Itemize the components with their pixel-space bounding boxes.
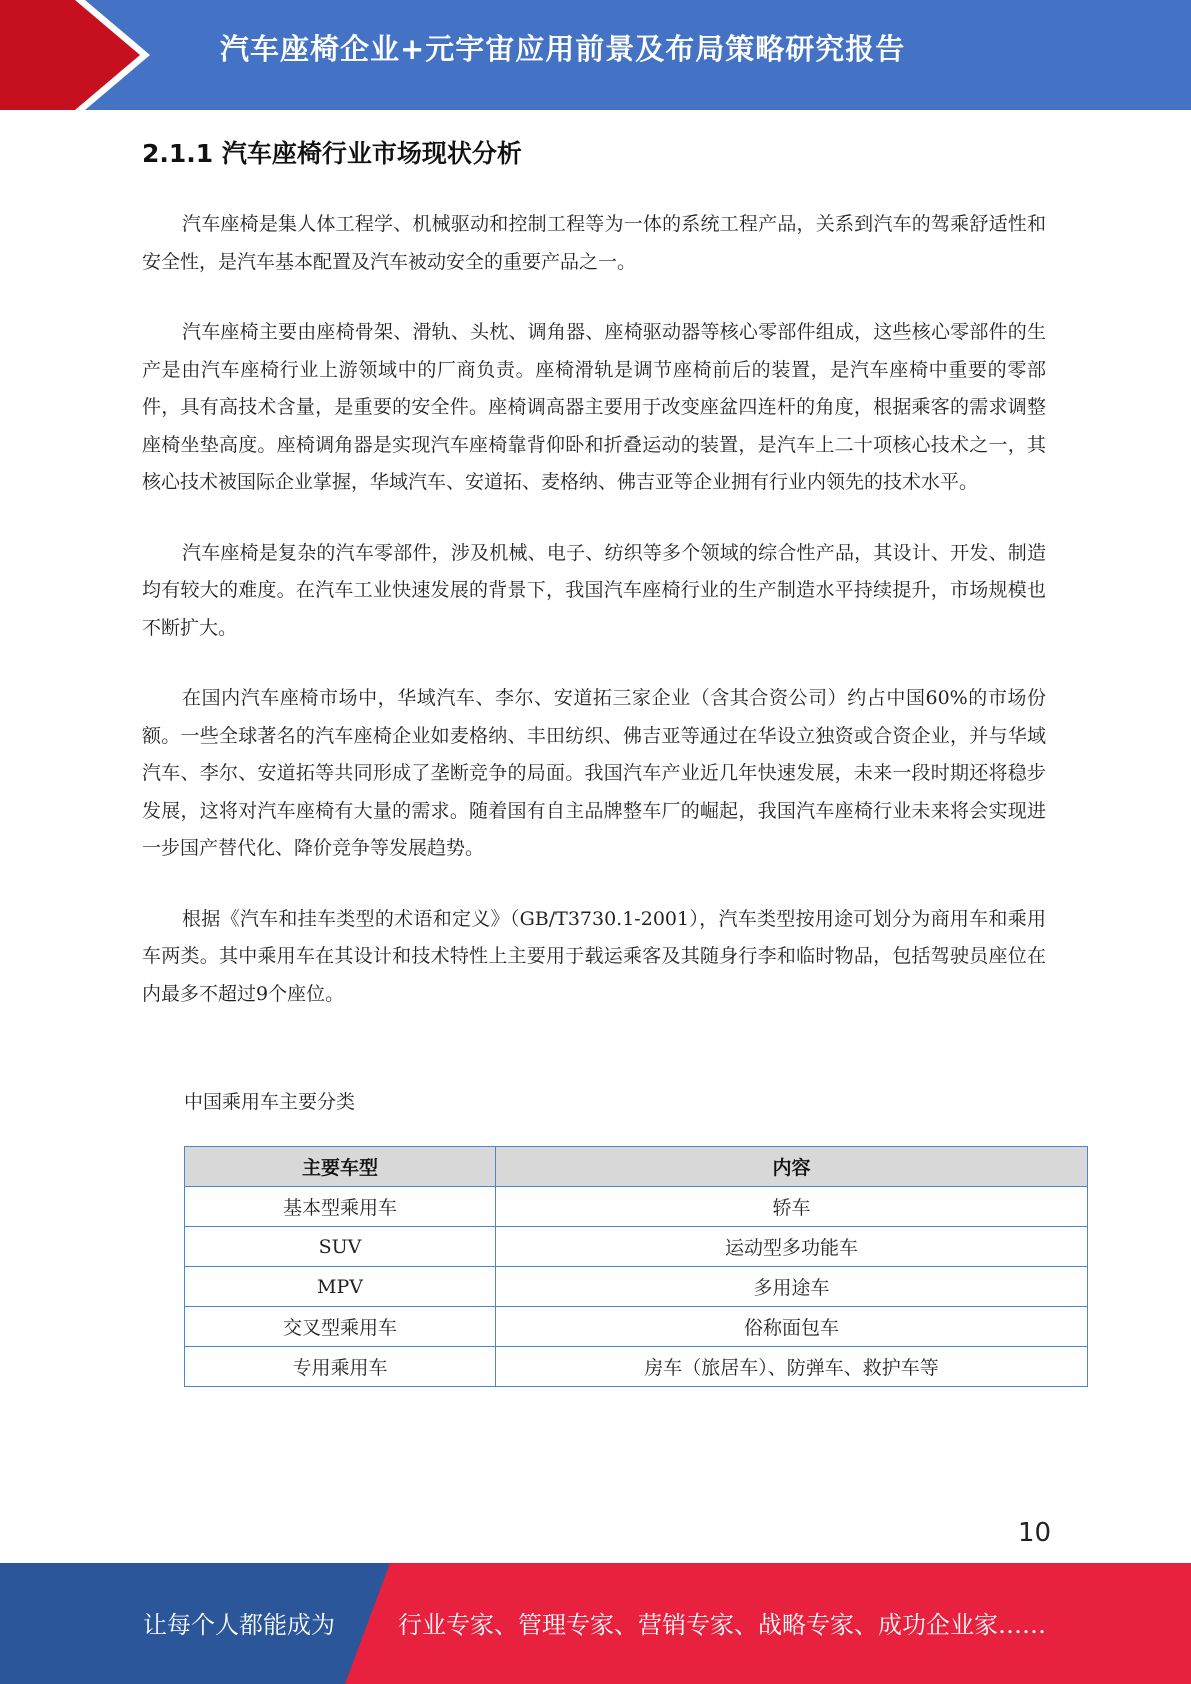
page-footer [0, 1563, 1191, 1684]
cell-content: 房车（旅居车）、防弹车、救护车等 [496, 1347, 1088, 1387]
cell-type: 基本型乘用车 [185, 1187, 496, 1227]
table-row [185, 1347, 1088, 1387]
cell-content: 俗称面包车 [496, 1307, 1088, 1347]
table-row [185, 1267, 1088, 1307]
column-header-type: 主要车型 [185, 1147, 496, 1187]
paragraph-3: 汽车座椅是复杂的汽车零部件，涉及机械、电子、纺织等多个领域的综合性产品，其设计、开发、制造均有较大的难度。在汽车工业快速发展的背景下，我国汽车座椅行业的生产制造水平持续提升，市场规模也不断扩大。 [142, 541, 1046, 639]
table-row [185, 1307, 1088, 1347]
paragraph-2: 汽车座椅主要由座椅骨架、滑轨、头枕、调角器、座椅驱动器等核心零部件组成，这些核心零部件的生产是由汽车座椅行业上游领域中的厂商负责。座椅滑轨是调节座椅前后的装置，是汽车座椅中重要的零部件，具有高技术含量，是重要的安全件。座椅调高器主要用于改变座盆四连杆的角度，根据乘客的需求调整座椅坐垫高度。座椅调角器是实现汽车座椅靠背仰卧和折叠运动的装置，是汽车上二十项核心技术之一，其核心技术被国际企业掌握，华域汽车、安道拓、麦格纳、佛吉亚等企业拥有行业内领先的技术水平。 [142, 321, 1046, 493]
footer-slogan-left: 让每个人都能成为 [143, 1611, 335, 1639]
vehicle-classification-table [184, 1146, 1088, 1387]
header-red-arrow-icon [0, 0, 140, 110]
cell-content: 运动型多功能车 [496, 1227, 1088, 1267]
column-header-content: 内容 [496, 1147, 1088, 1187]
cell-content: 多用途车 [496, 1267, 1088, 1307]
page-header [0, 0, 1191, 110]
paragraph-1: 汽车座椅是集人体工程学、机械驱动和控制工程等为一体的系统工程产品，关系到汽车的驾乘舒适性和安全性，是汽车基本配置及汽车被动安全的重要产品之一。 [142, 213, 1046, 273]
cell-type: SUV [185, 1227, 496, 1267]
cell-content: 轿车 [496, 1187, 1088, 1227]
body-text [142, 206, 1046, 1046]
page-number: 10 [1018, 1518, 1052, 1548]
table-row [185, 1187, 1088, 1227]
table-header-row [185, 1147, 1088, 1187]
report-title: 汽车座椅企业+元宇宙应用前景及布局策略研究报告 [220, 32, 906, 66]
cell-type: 交叉型乘用车 [185, 1307, 496, 1347]
paragraph-4: 在国内汽车座椅市场中，华域汽车、李尔、安道拓三家企业（含其合资公司）约占中国60%的市场份额。一些全球著名的汽车座椅企业如麦格纳、丰田纺织、佛吉亚等通过在华设立独资或合资企业，并与华域汽车、李尔、安道拓等共同形成了垄断竞争的局面。我国汽车产业近几年快速发展，未来一段时期还将稳步发展，这将对汽车座椅有大量的需求。随着国有自主品牌整车厂的崛起，我国汽车座椅行业未来将会实现进一步国产替代化、降价竞争等发展趋势。 [142, 687, 1046, 859]
paragraph-5: 根据《汽车和挂车类型的术语和定义》（GB/T3730.1-2001），汽车类型按用途可划分为商用车和乘用车两类。其中乘用车在其设计和技术特性上主要用于载运乘客及其随身行李和临时物品，包括驾驶员座位在内最多不超过9个座位。 [142, 907, 1046, 1005]
table-caption: 中国乘用车主要分类 [184, 1091, 356, 1113]
cell-type: MPV [185, 1267, 496, 1307]
section-heading: 2.1.1 汽车座椅行业市场现状分析 [142, 139, 522, 168]
table-row [185, 1227, 1088, 1267]
footer-slogan-right: 行业专家、管理专家、营销专家、战略专家、成功企业家…… [398, 1611, 1046, 1639]
cell-type: 专用乘用车 [185, 1347, 496, 1387]
